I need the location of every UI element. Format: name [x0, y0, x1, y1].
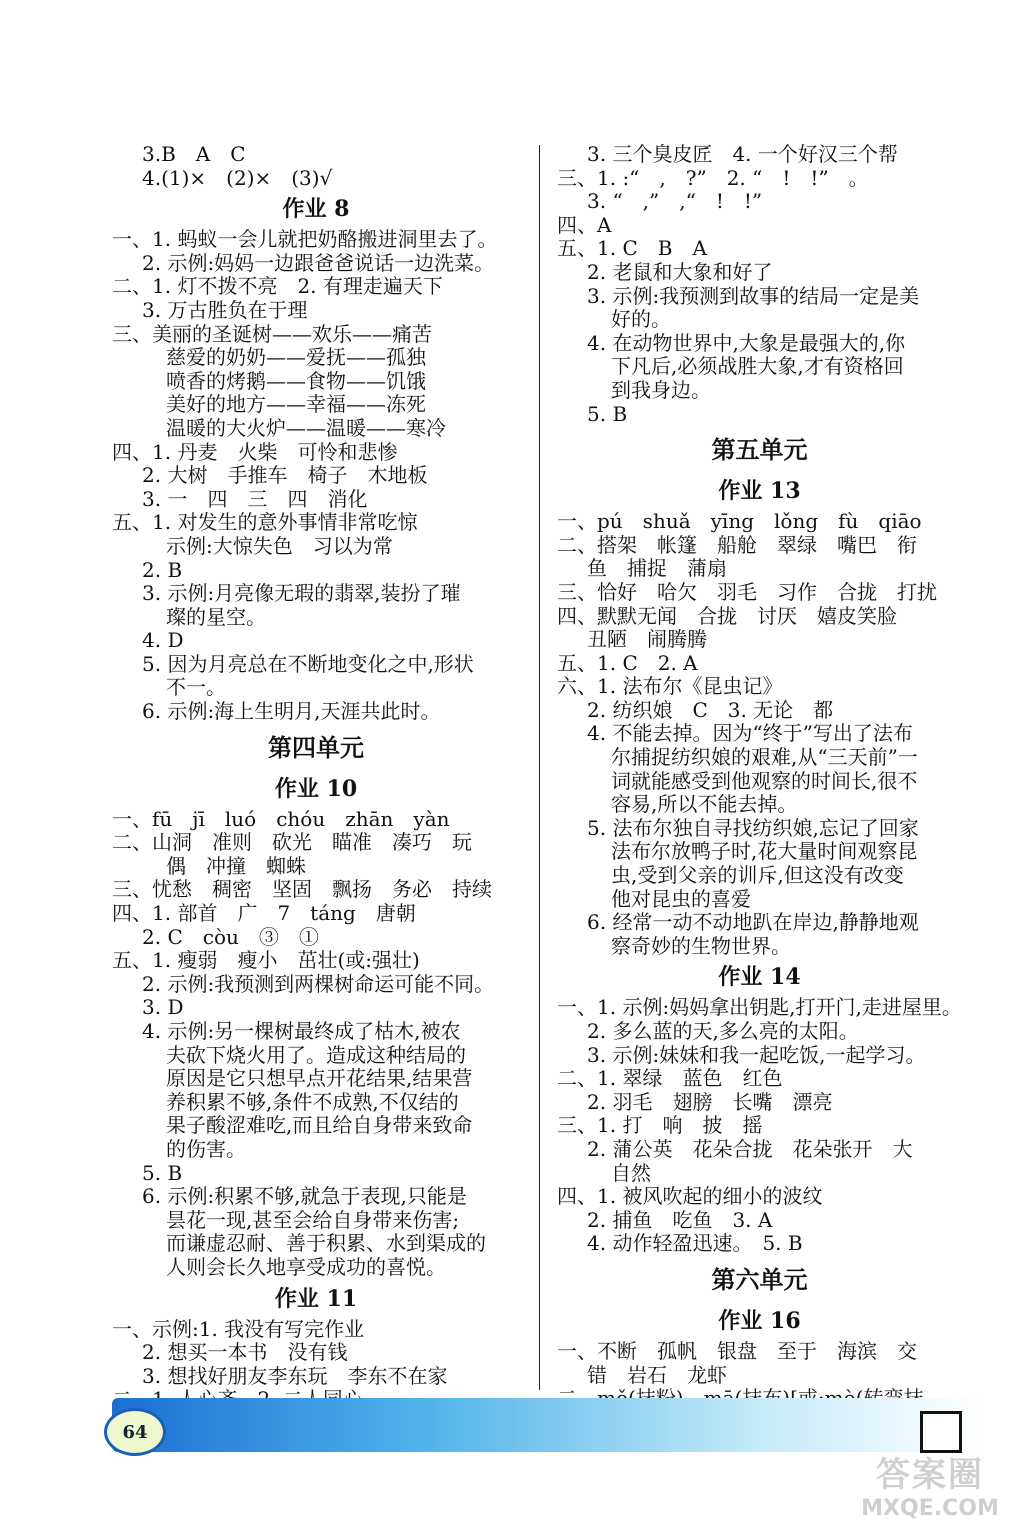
answer-line: 5. B: [587, 401, 628, 426]
answer-line: 二、1. 灯不拨不亮 2. 有理走遍天下: [112, 274, 443, 299]
answer-line: 2. 示例:我预测到两棵树命运可能不同。: [142, 971, 495, 996]
assignment-heading: 作业 11: [274, 1285, 358, 1312]
answer-line: 一、pú shuǎ yīng lǒng fù qiāo: [557, 509, 922, 534]
answer-line: 2. 大树 手推车 椅子 木地板: [142, 463, 428, 488]
answer-line: 原因是它只想早点开花结果,结果营: [166, 1066, 473, 1091]
answer-line: 美好的地方——幸福——冻死: [166, 392, 426, 417]
answer-line: 错 岩石 龙虾: [587, 1362, 727, 1387]
answer-line: 3. 示例:妹妹和我一起吃饭,一起学习。: [587, 1042, 926, 1067]
answer-line: 6. 示例:积累不够,就急于表现,只能是: [142, 1184, 467, 1209]
answer-line: 四、默默无闻 合拢 讨厌 嬉皮笑脸: [557, 603, 897, 628]
answer-line: 果子酸涩难吃,而且给自身带来致命: [166, 1113, 473, 1138]
answer-line: 到我身边。: [611, 377, 711, 402]
answer-line: 喷香的烤鹅——食物——饥饿: [166, 368, 426, 393]
answer-line: 3. 一 四 三 四 消化: [142, 486, 368, 511]
answer-line: 2. 蒲公英 花朵合拢 花朵张开 大: [587, 1136, 913, 1161]
assignment-heading: 作业 10: [274, 775, 358, 802]
answer-line: 3. 示例:我预测到故事的结局一定是美: [587, 283, 920, 308]
answer-line: 夫砍下烧火用了。造成这种结局的: [166, 1042, 466, 1067]
answer-line: 2. C còu ③ ①: [142, 924, 319, 949]
answer-line: 3. 想找好朋友李东玩 李东不在家: [142, 1363, 448, 1388]
answer-line: 五、1. 瘦弱 瘦小 茁壮(或:强壮): [112, 948, 420, 973]
assignment-heading: 作业 13: [718, 478, 801, 505]
answer-line: 虫,受到父亲的训斥,但这没有改变: [611, 863, 904, 888]
answer-line: 4. 动作轻盈迅速。 5. B: [587, 1231, 803, 1256]
answer-line: 二、1. 翠绿 蓝色 红色: [557, 1066, 783, 1091]
answer-line: 不一。: [166, 675, 226, 700]
unit-heading: 第五单元: [711, 435, 808, 465]
answer-line: 三、美丽的圣诞树——欢乐——痛苦: [112, 321, 432, 346]
answer-line: 好的。: [611, 307, 671, 332]
answer-line: 5. 法布尔独自寻找纺织娘,忘记了回家: [587, 815, 919, 840]
assignment-heading: 作业 8: [282, 196, 350, 223]
answer-line: 下凡后,必须战胜大象,才有资格回: [611, 354, 904, 379]
left-column: [112, 143, 520, 1412]
answer-line: 丑陋 闹腾腾: [587, 627, 707, 652]
answer-line: 一、不断 孤帆 银盘 至于 海滨 交: [557, 1338, 917, 1363]
watermark-logo: 答案圈: [876, 1455, 984, 1495]
right-column: [557, 143, 962, 1411]
answer-line: 6. 示例:海上生明月,天涯共此时。: [142, 699, 441, 724]
answer-line: 3. 示例:月亮像无瑕的翡翠,装扮了璀: [142, 581, 461, 606]
answer-line: 五、1. C B A: [557, 236, 707, 261]
answer-line: 偶 冲撞 蜘蛛: [166, 853, 306, 878]
answer-line: 一、1. 蚂蚁一会儿就把奶酪搬进洞里去了。: [112, 227, 498, 252]
answer-line: 四、1. 被风吹起的细小的波纹: [557, 1184, 823, 1209]
answer-line: 的伤害。: [166, 1136, 246, 1161]
answer-line: 自然: [611, 1160, 651, 1185]
answer-line: 一、fū jī luó chóu zhān yàn: [112, 806, 450, 831]
answer-line: 3. “ ,” ,“ ! !”: [587, 189, 763, 214]
answer-line: 四、A: [557, 212, 612, 237]
unit-heading: 第四单元: [268, 732, 364, 762]
page-number: 64: [122, 1421, 148, 1443]
answer-line: 他对昆虫的喜爱: [611, 886, 751, 911]
answer-line: 法布尔放鸭子时,花大量时间观察昆: [611, 839, 918, 864]
answer-line: 三、恰好 哈欠 羽毛 习作 合拢 打扰: [557, 579, 937, 604]
answer-line: 而谦虚忍耐、善于积累、水到渠成的: [166, 1231, 486, 1256]
answer-line: 2. 想买一本书 没有钱: [142, 1340, 348, 1365]
unit-heading: 第六单元: [711, 1264, 808, 1294]
footer-band: [112, 1398, 982, 1452]
answer-line: 一、示例:1. 我没有写完作业: [112, 1316, 365, 1341]
answer-line: 2. 多么蓝的天,多么亮的太阳。: [587, 1019, 859, 1043]
answer-line: 2. 老鼠和大象和好了: [587, 259, 773, 284]
answer-line: 4. D: [142, 628, 184, 653]
answer-line: 鱼 捕捉 蒲扇: [587, 556, 727, 581]
answer-line: 4. 示例:另一棵树最终成了枯木,被农: [142, 1019, 461, 1043]
page-number-badge: [104, 1408, 166, 1456]
answer-line: 2. 捕鱼 吃鱼 3. A: [587, 1207, 773, 1232]
answer-line: 一、1. 示例:妈妈拿出钥匙,打开门,走进屋里。: [557, 995, 962, 1020]
answer-line: 2. B: [142, 557, 183, 582]
answer-line: 3. 三个臭皮匠 4. 一个好汉三个帮: [587, 142, 898, 166]
answer-line: 三、忧愁 稠密 坚固 飘扬 务必 持续: [112, 877, 492, 902]
answer-line: 养积累不够,条件不成熟,不仅结的: [166, 1089, 459, 1114]
answer-line: 容易,所以不能去掉。: [611, 792, 798, 817]
answer-line: 4. 不能去掉。因为“终于”写出了法布: [587, 721, 913, 746]
answer-line: 昙花一现,甚至会给自身带来伤害;: [166, 1207, 460, 1232]
answer-line: 四、1. 丹麦 火柴 可怜和悲惨: [112, 439, 398, 464]
answer-line: 五、1. C 2. A: [557, 650, 698, 675]
checkbox-square: [920, 1411, 962, 1453]
answer-line: 二、山洞 准则 砍光 瞄准 凑巧 玩: [112, 830, 472, 855]
answer-line: 6. 经常一动不动地趴在岸边,静静地观: [587, 910, 919, 935]
answer-line: 3. 万古胜负在于理: [142, 297, 308, 322]
answer-line: 慈爱的奶奶——爱抚——孤独: [166, 345, 426, 370]
answer-line: 示例:大惊失色 习以为常: [166, 533, 393, 558]
answer-line: 5. B: [142, 1160, 183, 1185]
assignment-heading: 作业 14: [718, 964, 801, 991]
answer-line: 璨的星空。: [166, 604, 266, 629]
answer-line: 2. 纺织娘 C 3. 无论 都: [587, 697, 834, 722]
watermark-url: MXQE.COM: [861, 1496, 999, 1521]
answer-line: 尔捕捉纺织娘的艰难,从“三天前”一: [611, 745, 918, 770]
answer-line: 察奇妙的生物世界。: [611, 933, 791, 958]
watermark: [850, 1455, 1010, 1527]
column-divider: [539, 145, 540, 1390]
answer-line: 4.(1)× (2)× (3)√: [142, 165, 333, 190]
answer-line: 二、搭架 帐篷 船舱 翠绿 嘴巴 衔: [557, 532, 917, 557]
answer-line: 四、1. 部首 广 7 táng 唐朝: [112, 901, 416, 926]
answer-line: 三、1. :“ , ?” 2. “ ! !” 。: [557, 165, 869, 190]
answer-line: 五、1. 对发生的意外事情非常吃惊: [112, 510, 418, 535]
answer-line: 5. 因为月亮总在不断地变化之中,形状: [142, 651, 474, 676]
answer-line: 4. 在动物世界中,大象是最强大的,你: [587, 330, 906, 355]
answer-line: 词就能感受到他观察的时间长,很不: [611, 768, 918, 793]
answer-line: 人则会长久地享受成功的喜悦。: [166, 1254, 446, 1279]
answer-line: 2. 示例:妈妈一边跟爸爸说话一边洗菜。: [142, 250, 495, 275]
answer-line: 3. D: [142, 995, 184, 1020]
answer-line: 3.B A C: [142, 142, 246, 166]
assignment-heading: 作业 16: [718, 1307, 801, 1334]
answer-line: 温暖的大火炉——温暖——寒冷: [166, 415, 446, 440]
answer-line: 六、1. 法布尔《昆虫记》: [557, 674, 783, 699]
answer-line: 2. 羽毛 翅膀 长嘴 漂亮: [587, 1089, 833, 1114]
answer-line: 三、1. 打 响 披 摇: [557, 1113, 763, 1138]
